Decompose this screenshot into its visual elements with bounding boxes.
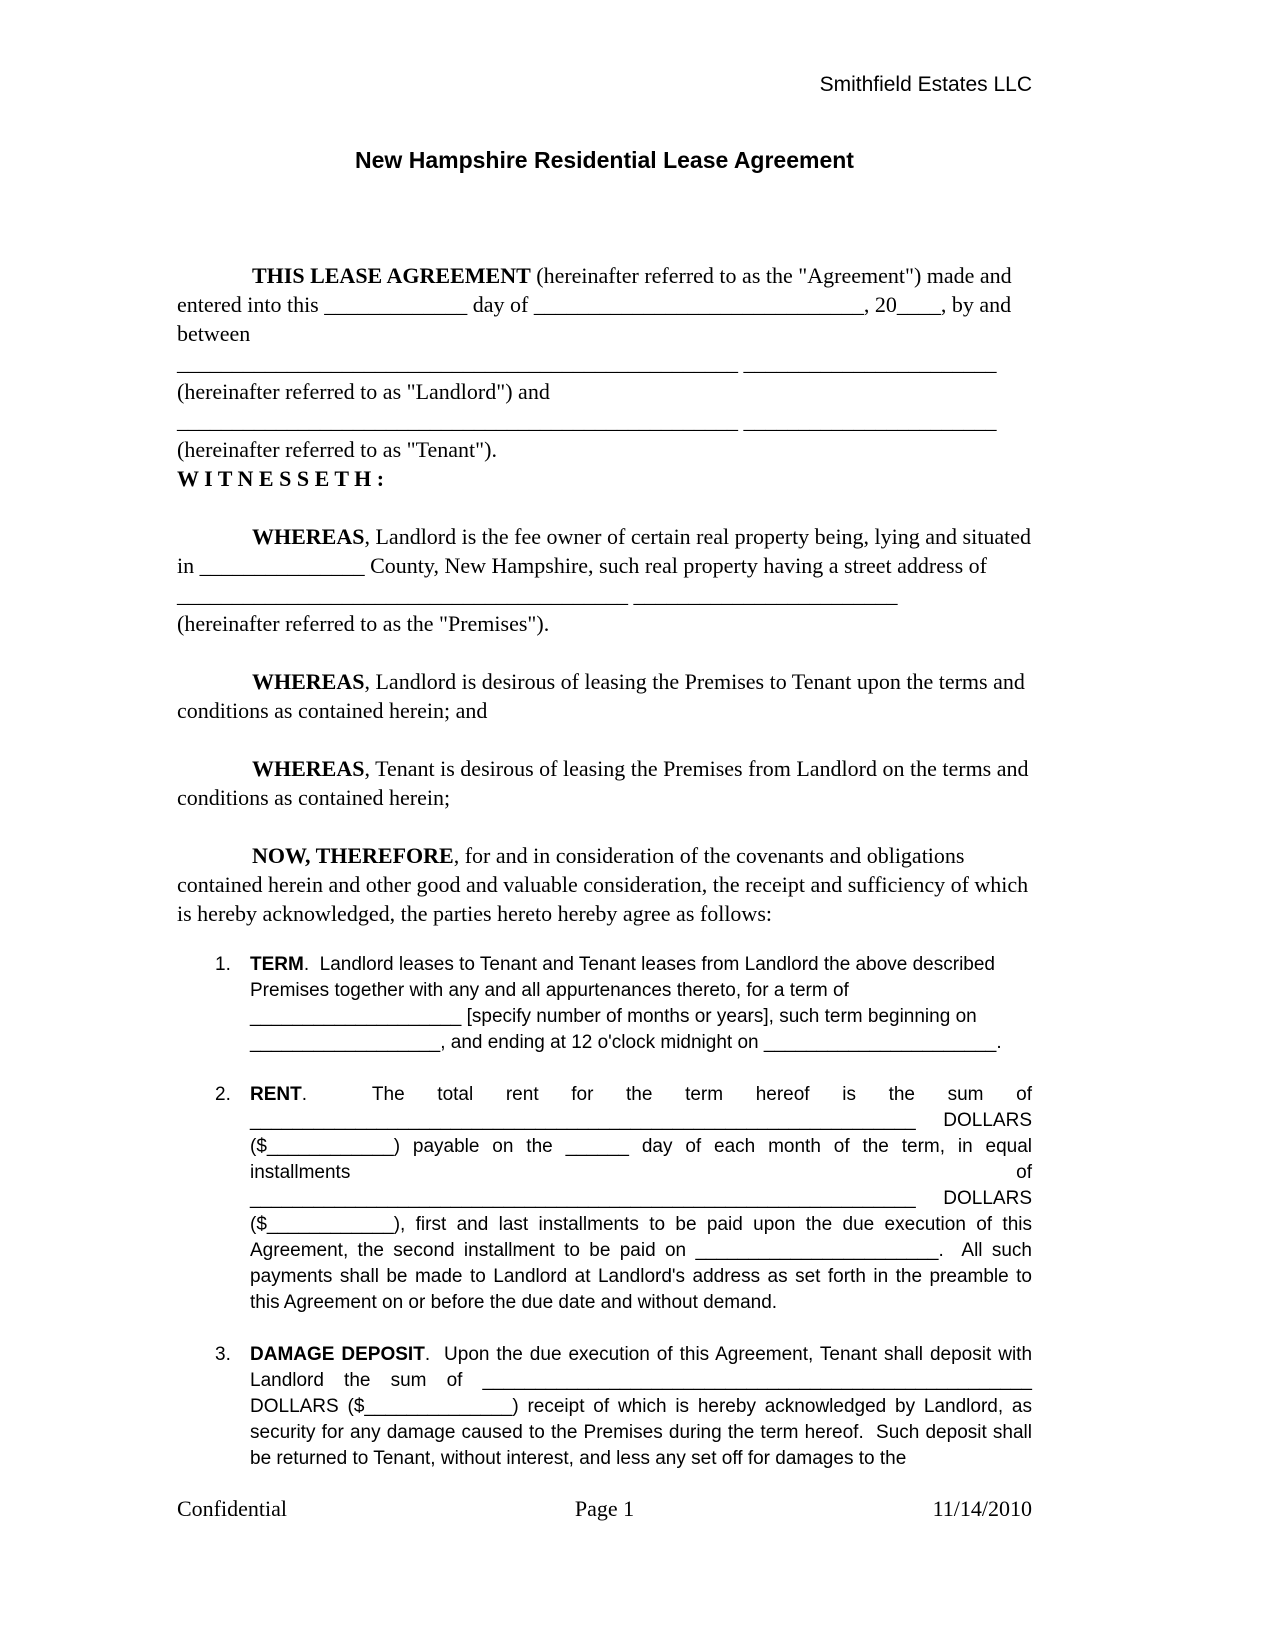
- now-therefore-lead: NOW, THEREFORE: [252, 843, 454, 868]
- footer-confidential-label: Confidential: [177, 1496, 287, 1521]
- tenant-name-blank-line: ___________________________________________________ _______________________: [177, 408, 997, 433]
- footer-page-number: Page 1: [574, 1496, 635, 1521]
- whereas-owner-lead: WHEREAS: [252, 524, 365, 549]
- whereas-tenant-lead: WHEREAS: [252, 756, 365, 781]
- clause-rent: [215, 1082, 1038, 1316]
- whereas-tenant-text: , Tenant is desirous of leasing the Premises from Landlord on the terms and conditions as contained herein;: [177, 756, 1035, 810]
- whereas-landlord-text: , Landlord is desirous of leasing the Premises to Tenant upon the terms and conditions as contained herein; and: [177, 669, 1031, 723]
- clause-rent-number: 2.: [215, 1084, 231, 1105]
- lease-document-page: [177, 70, 1038, 1472]
- opening-paragraph: [177, 261, 1032, 348]
- clause-term-text: . Landlord leases to Tenant and Tenant leases from Landlord the above described Premises together with any and all appurtenances thereto, for a term of ____________________ [specify number of months or years], such term beginning on __________________, and ending at 12 o'clock midnight on ______________________.: [250, 954, 1002, 1053]
- clause-list: [177, 952, 1038, 1472]
- now-therefore-text: , for and in consideration of the covenants and obligations contained herein and other good and valuable consideration, the receipt and sufficiency of which is hereby acknowledged, the parties hereto hereby agree as follows:: [177, 843, 1034, 926]
- company-name: Smithfield Estates LLC: [819, 73, 1032, 96]
- document-title: New Hampshire Residential Lease Agreement: [355, 147, 854, 173]
- clause-damage-deposit-text: . Upon the due execution of this Agreement, Tenant shall deposit with Landlord the sum of ____________________________________________________ DOLLARS ($______________) receipt of which is hereby acknowledged by Landlord, as security for any damage caused to the Premises during the term hereof. Such deposit shall be returned to Tenant, without interest, and less any set off for damages to the: [250, 1344, 1038, 1469]
- whereas-landlord-paragraph: [177, 667, 1032, 725]
- tenant-label: (hereinafter referred to as "Tenant").: [177, 437, 497, 462]
- page-footer: [177, 1494, 1032, 1523]
- clause-rent-label: RENT: [250, 1084, 302, 1105]
- clause-term-number: 1.: [215, 954, 231, 975]
- witnesseth-heading: W I T N E S S E T H :: [177, 466, 385, 491]
- landlord-label: (hereinafter referred to as "Landlord") and: [177, 379, 550, 404]
- whereas-owner-text: , Landlord is the fee owner of certain real property being, lying and situated in _______________ County, New Hampshire, such real property having a street address of _________________________________________ ________________________: [177, 524, 1037, 607]
- clause-damage-deposit-body: [250, 1342, 1038, 1472]
- clause-term-body: [250, 952, 1032, 1056]
- whereas-landlord-lead: WHEREAS: [252, 669, 365, 694]
- whereas-owner-paragraph: [177, 522, 1037, 609]
- clause-term: [215, 952, 1032, 1056]
- clause-damage-deposit: [215, 1342, 1038, 1472]
- whereas-tenant-paragraph: [177, 754, 1035, 812]
- premises-label: (hereinafter referred to as the "Premises").: [177, 611, 550, 636]
- opening-paragraph-text: (hereinafter referred to as the "Agreement") made and entered into this _____________ day of ______________________________, 20____, by and between: [177, 263, 1018, 346]
- lease-agreement-lead: THIS LEASE AGREEMENT: [252, 263, 531, 288]
- clause-rent-text: . The total rent for the term hereof is the sum of _______________________________________________________________ DOLLARS ($____________) payable on the ______ day of each month of the term, in equal installments of _______________________________________________________________ DOLLARS ($____________), first and last installments to be paid upon the due execution of this Agreement, the second installment to be paid on _______________________. All such payments shall be made to Landlord at Landlord's address as set forth in the preamble to this Agreement on or before the due date and without demand.: [250, 1084, 1038, 1313]
- clause-term-label: TERM: [250, 954, 304, 975]
- clause-rent-body: [250, 1082, 1038, 1316]
- footer-date: 11/14/2010: [932, 1496, 1032, 1521]
- clause-damage-deposit-number: 3.: [215, 1344, 231, 1365]
- clause-damage-deposit-label: DAMAGE DEPOSIT: [250, 1344, 425, 1365]
- landlord-name-blank-line: ___________________________________________________ _______________________: [177, 350, 997, 375]
- now-therefore-paragraph: [177, 841, 1032, 928]
